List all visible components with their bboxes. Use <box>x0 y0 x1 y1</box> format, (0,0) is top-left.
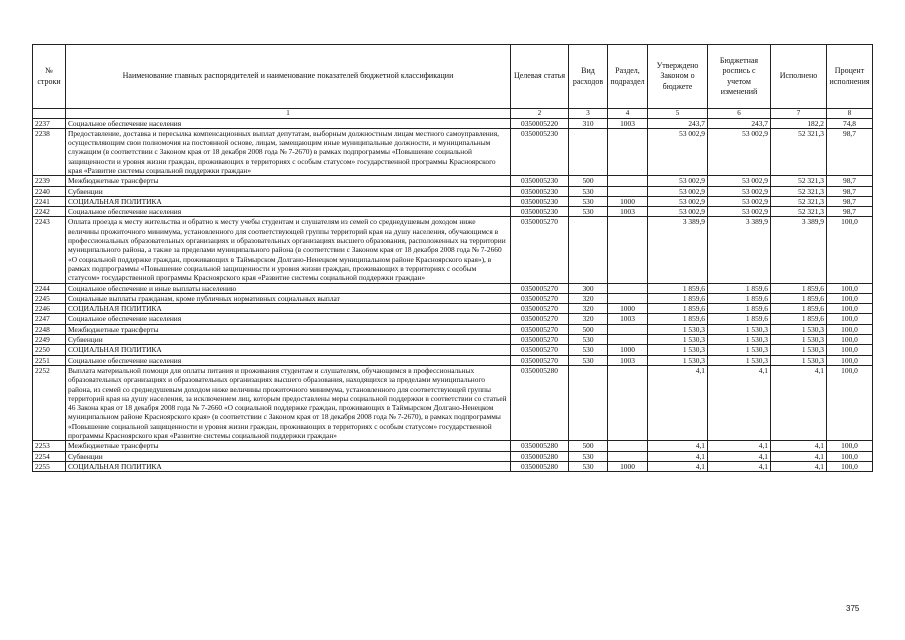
row-number-cell: 2251 <box>33 355 66 365</box>
percent-cell: 98,7 <box>827 128 873 175</box>
column-number: 8 <box>827 109 873 119</box>
section-cell <box>608 451 648 461</box>
expense-type-cell: 320 <box>569 293 608 303</box>
executed-cell: 52 321,3 <box>771 128 827 175</box>
percent-cell: 98,7 <box>827 176 873 186</box>
target-article-cell: 0350005280 <box>511 451 569 461</box>
target-article-cell: 0350005270 <box>511 324 569 334</box>
target-article-cell: 0350005270 <box>511 355 569 365</box>
table-row <box>33 345 873 355</box>
row-number-cell: 2249 <box>33 335 66 345</box>
column-number: 6 <box>708 109 771 119</box>
header-approved: Утверждено Законом о бюджете <box>648 45 708 109</box>
expense-type-cell: 500 <box>569 441 608 451</box>
target-article-cell: 0350005270 <box>511 217 569 283</box>
expense-type-cell: 500 <box>569 324 608 334</box>
executed-cell: 4,1 <box>771 451 827 461</box>
expense-type-cell <box>569 365 608 440</box>
target-article-cell: 0350005280 <box>511 461 569 471</box>
section-cell <box>608 441 648 451</box>
percent-cell: 100,0 <box>827 283 873 293</box>
section-cell <box>608 283 648 293</box>
budget-execution-table <box>32 44 873 472</box>
name-cell: Социальное обеспечение населения <box>66 314 511 324</box>
percent-cell: 98,7 <box>827 207 873 217</box>
row-number-cell: 2254 <box>33 451 66 461</box>
budget-list-cell: 1 530,3 <box>708 335 771 345</box>
section-cell: 1000 <box>608 461 648 471</box>
approved-cell: 4,1 <box>648 451 708 461</box>
percent-cell: 100,0 <box>827 335 873 345</box>
column-number: 1 <box>66 109 511 119</box>
target-article-cell: 0350005280 <box>511 441 569 451</box>
executed-cell: 52 321,3 <box>771 207 827 217</box>
target-article-cell: 0350005270 <box>511 345 569 355</box>
section-cell: 1000 <box>608 304 648 314</box>
percent-cell: 100,0 <box>827 365 873 440</box>
budget-list-cell: 1 530,3 <box>708 345 771 355</box>
budget-list-cell: 4,1 <box>708 461 771 471</box>
approved-cell: 4,1 <box>648 365 708 440</box>
section-cell: 1000 <box>608 345 648 355</box>
table-row <box>33 196 873 206</box>
executed-cell: 1 530,3 <box>771 355 827 365</box>
budget-list-cell: 53 002,9 <box>708 207 771 217</box>
name-cell: Межбюджетные трансферты <box>66 441 511 451</box>
approved-cell: 53 002,9 <box>648 207 708 217</box>
table-row <box>33 207 873 217</box>
approved-cell: 243,7 <box>648 118 708 128</box>
approved-cell: 1 530,3 <box>648 335 708 345</box>
table-row <box>33 335 873 345</box>
target-article-cell: 0350005220 <box>511 118 569 128</box>
executed-cell: 1 859,6 <box>771 283 827 293</box>
name-cell: СОЦИАЛЬНАЯ ПОЛИТИКА <box>66 304 511 314</box>
table-row <box>33 293 873 303</box>
column-number: 5 <box>648 109 708 119</box>
table-row <box>33 451 873 461</box>
row-number-cell: 2250 <box>33 345 66 355</box>
executed-cell: 52 321,3 <box>771 196 827 206</box>
section-cell: 1000 <box>608 196 648 206</box>
approved-cell: 53 002,9 <box>648 128 708 175</box>
table-row <box>33 324 873 334</box>
section-cell <box>608 365 648 440</box>
budget-list-cell: 1 859,6 <box>708 314 771 324</box>
percent-cell: 100,0 <box>827 304 873 314</box>
executed-cell: 3 389,9 <box>771 217 827 283</box>
table-row <box>33 283 873 293</box>
percent-cell: 74,8 <box>827 118 873 128</box>
percent-cell: 100,0 <box>827 314 873 324</box>
table-row <box>33 118 873 128</box>
row-number-cell: 2240 <box>33 186 66 196</box>
row-number-cell: 2245 <box>33 293 66 303</box>
target-article-cell: 0350005230 <box>511 176 569 186</box>
percent-cell: 98,7 <box>827 186 873 196</box>
column-number-row <box>33 109 873 119</box>
row-number-cell: 2252 <box>33 365 66 440</box>
approved-cell: 4,1 <box>648 441 708 451</box>
expense-type-cell: 530 <box>569 345 608 355</box>
table-row <box>33 186 873 196</box>
section-cell <box>608 324 648 334</box>
target-article-cell: 0350005280 <box>511 365 569 440</box>
expense-type-cell: 320 <box>569 314 608 324</box>
percent-cell: 100,0 <box>827 293 873 303</box>
expense-type-cell: 530 <box>569 451 608 461</box>
target-article-cell: 0350005230 <box>511 196 569 206</box>
header-name: Наименование главных распорядителей и наименование показателей бюджетной классификации <box>66 45 511 109</box>
row-number-cell: 2255 <box>33 461 66 471</box>
expense-type-cell: 530 <box>569 186 608 196</box>
percent-cell: 98,7 <box>827 196 873 206</box>
table-row <box>33 314 873 324</box>
budget-list-cell: 1 859,6 <box>708 293 771 303</box>
budget-list-cell: 53 002,9 <box>708 196 771 206</box>
name-cell: Межбюджетные трансферты <box>66 324 511 334</box>
expense-type-cell: 530 <box>569 207 608 217</box>
executed-cell: 1 859,6 <box>771 314 827 324</box>
page-number: 375 <box>846 604 860 613</box>
name-cell: Социальное обеспечение населения <box>66 207 511 217</box>
target-article-cell: 0350005230 <box>511 128 569 175</box>
row-number-cell: 2242 <box>33 207 66 217</box>
name-cell: Социальное обеспечение населения <box>66 118 511 128</box>
column-number <box>33 109 66 119</box>
table-row <box>33 355 873 365</box>
expense-type-cell: 530 <box>569 461 608 471</box>
approved-cell: 4,1 <box>648 461 708 471</box>
executed-cell: 4,1 <box>771 441 827 451</box>
row-number-cell: 2237 <box>33 118 66 128</box>
target-article-cell: 0350005230 <box>511 207 569 217</box>
percent-cell: 100,0 <box>827 441 873 451</box>
budget-list-cell: 3 389,9 <box>708 217 771 283</box>
approved-cell: 3 389,9 <box>648 217 708 283</box>
section-cell <box>608 217 648 283</box>
table-row <box>33 176 873 186</box>
executed-cell: 1 859,6 <box>771 293 827 303</box>
percent-cell: 100,0 <box>827 217 873 283</box>
budget-list-cell: 243,7 <box>708 118 771 128</box>
expense-type-cell: 300 <box>569 283 608 293</box>
budget-list-cell: 53 002,9 <box>708 176 771 186</box>
row-number-cell: 2247 <box>33 314 66 324</box>
table-row <box>33 365 873 440</box>
section-cell: 1003 <box>608 314 648 324</box>
row-number-cell: 2248 <box>33 324 66 334</box>
percent-cell: 100,0 <box>827 324 873 334</box>
header-budget-list: Бюджетная роспись с учетом изменений <box>708 45 771 109</box>
percent-cell: 100,0 <box>827 345 873 355</box>
name-cell: Субвенции <box>66 186 511 196</box>
executed-cell: 52 321,3 <box>771 186 827 196</box>
executed-cell: 52 321,3 <box>771 176 827 186</box>
budget-list-cell: 1 530,3 <box>708 355 771 365</box>
name-cell: СОЦИАЛЬНАЯ ПОЛИТИКА <box>66 345 511 355</box>
target-article-cell: 0350005270 <box>511 283 569 293</box>
expense-type-cell: 500 <box>569 176 608 186</box>
approved-cell: 1 530,3 <box>648 345 708 355</box>
row-number-cell: 2243 <box>33 217 66 283</box>
name-cell: Субвенции <box>66 335 511 345</box>
percent-cell: 100,0 <box>827 461 873 471</box>
column-number: 7 <box>771 109 827 119</box>
column-number: 3 <box>569 109 608 119</box>
section-cell <box>608 335 648 345</box>
budget-list-cell: 4,1 <box>708 451 771 461</box>
header-row-number: № строки <box>33 45 66 109</box>
row-number-cell: 2253 <box>33 441 66 451</box>
name-cell: СОЦИАЛЬНАЯ ПОЛИТИКА <box>66 196 511 206</box>
approved-cell: 1 859,6 <box>648 293 708 303</box>
name-cell: Социальное обеспечение и иные выплаты населению <box>66 283 511 293</box>
name-cell: СОЦИАЛЬНАЯ ПОЛИТИКА <box>66 461 511 471</box>
header-row <box>33 45 873 109</box>
header-percent: Процент исполнения <box>827 45 873 109</box>
budget-list-cell: 4,1 <box>708 365 771 440</box>
row-number-cell: 2241 <box>33 196 66 206</box>
name-cell: Межбюджетные трансферты <box>66 176 511 186</box>
approved-cell: 1 530,3 <box>648 324 708 334</box>
expense-type-cell <box>569 217 608 283</box>
table-row <box>33 128 873 175</box>
executed-cell: 1 859,6 <box>771 304 827 314</box>
section-cell: 1003 <box>608 118 648 128</box>
table-row <box>33 304 873 314</box>
approved-cell: 53 002,9 <box>648 186 708 196</box>
approved-cell: 1 530,3 <box>648 355 708 365</box>
executed-cell: 1 530,3 <box>771 335 827 345</box>
budget-list-cell: 1 859,6 <box>708 283 771 293</box>
percent-cell: 100,0 <box>827 451 873 461</box>
executed-cell: 182,2 <box>771 118 827 128</box>
name-cell: Субвенции <box>66 451 511 461</box>
percent-cell: 100,0 <box>827 355 873 365</box>
approved-cell: 1 859,6 <box>648 283 708 293</box>
section-cell: 1003 <box>608 207 648 217</box>
name-cell: Социальное обеспечение населения <box>66 355 511 365</box>
expense-type-cell: 320 <box>569 304 608 314</box>
executed-cell: 1 530,3 <box>771 345 827 355</box>
target-article-cell: 0350005270 <box>511 314 569 324</box>
budget-list-cell: 1 859,6 <box>708 304 771 314</box>
section-cell: 1003 <box>608 355 648 365</box>
name-cell: Оплата проезда к месту жительства и обратно к месту учебы студентам и слушателям из семей со среднедушевым доходом ниже величины прожиточного минимума, установленного для соответствующей группы территорий края на душу населения, обучающимся в профессиональных образовательных организациях и образовательных организациях высшего образования, расположенных на территории муниципального района, а также за пределами муниципального района (в соответствии с Законом края от 18 декабря 2008 года № 7-2660 «О социальной поддержке граждан, проживающих в Таймырском Долгано-Ненецком муниципальном районе Красноярского края»), в рамках подпрограммы «Повышение социальной защищенности и уровня жизни граждан, проживающих в территориях с особым статусом» государственной программы Красноярского края «Развитие системы социальной поддержки граждан» <box>66 217 511 283</box>
budget-list-cell: 1 530,3 <box>708 324 771 334</box>
section-cell <box>608 293 648 303</box>
row-number-cell: 2244 <box>33 283 66 293</box>
column-number: 2 <box>511 109 569 119</box>
table-row <box>33 441 873 451</box>
header-target-article: Целевая статья <box>511 45 569 109</box>
row-number-cell: 2246 <box>33 304 66 314</box>
section-cell <box>608 186 648 196</box>
approved-cell: 1 859,6 <box>648 314 708 324</box>
row-number-cell: 2239 <box>33 176 66 186</box>
approved-cell: 1 859,6 <box>648 304 708 314</box>
table-body <box>33 118 873 472</box>
budget-list-cell: 53 002,9 <box>708 128 771 175</box>
target-article-cell: 0350005270 <box>511 304 569 314</box>
table-row <box>33 461 873 471</box>
target-article-cell: 0350005270 <box>511 293 569 303</box>
section-cell <box>608 176 648 186</box>
expense-type-cell: 530 <box>569 196 608 206</box>
name-cell: Выплата материальной помощи для оплаты питания и проживания студентам и слушателям, обучающимся в профессиональных образовательных организациях и образовательных организациях высшего образования, находящихся за пределами муниципального района, из семей со среднедушевым доходом ниже величины прожиточного минимума, установленного для соответствующей группы территорий края на душу населения, за исключением лиц, которым предоставлены меры социальной поддержки в соответствии со статьей 46 Закона края от 18 декабря 2008 года № 7-2660 «О социальной поддержке граждан, проживающих в Таймырском Долгано-Ненецком муниципальном районе Красноярского края» (в соответствии с Законом края от 18 декабря 2008 года № 7-2670), в рамках подпрограммы «Повышение социальной защищенности и уровня жизни граждан, проживающих в территориях с особым статусом» государственной программы Красноярского края «Развитие системы социальной поддержки граждан» <box>66 365 511 440</box>
row-number-cell: 2238 <box>33 128 66 175</box>
header-expense-type: Вид расходов <box>569 45 608 109</box>
budget-list-cell: 4,1 <box>708 441 771 451</box>
header-section: Раздел, подраздел <box>608 45 648 109</box>
column-number: 4 <box>608 109 648 119</box>
target-article-cell: 0350005230 <box>511 186 569 196</box>
name-cell: Социальные выплаты гражданам, кроме публичных нормативных социальных выплат <box>66 293 511 303</box>
executed-cell: 4,1 <box>771 461 827 471</box>
executed-cell: 4,1 <box>771 365 827 440</box>
approved-cell: 53 002,9 <box>648 176 708 186</box>
table-row <box>33 217 873 283</box>
section-cell <box>608 128 648 175</box>
header-executed: Исполнено <box>771 45 827 109</box>
target-article-cell: 0350005270 <box>511 335 569 345</box>
approved-cell: 53 002,9 <box>648 196 708 206</box>
budget-list-cell: 53 002,9 <box>708 186 771 196</box>
expense-type-cell: 530 <box>569 335 608 345</box>
expense-type-cell <box>569 128 608 175</box>
executed-cell: 1 530,3 <box>771 324 827 334</box>
expense-type-cell: 530 <box>569 355 608 365</box>
name-cell: Предоставление, доставка и пересылка компенсационных выплат депутатам, выборным должностным лицам местного самоуправления, осуществляющим свои полномочия на постоянной основе, лицам, замещающим иные муниципальные должности, и муниципальным служащим (в соответствии с Законом края от 18 декабря 2008 года № 7-2670) в рамках подпрограммы «Повышение социальной защищенности и уровня жизни граждан, проживающих в территориях с особым статусом» государственной программы Красноярского края «Развитие системы социальной поддержки граждан» <box>66 128 511 175</box>
expense-type-cell: 310 <box>569 118 608 128</box>
